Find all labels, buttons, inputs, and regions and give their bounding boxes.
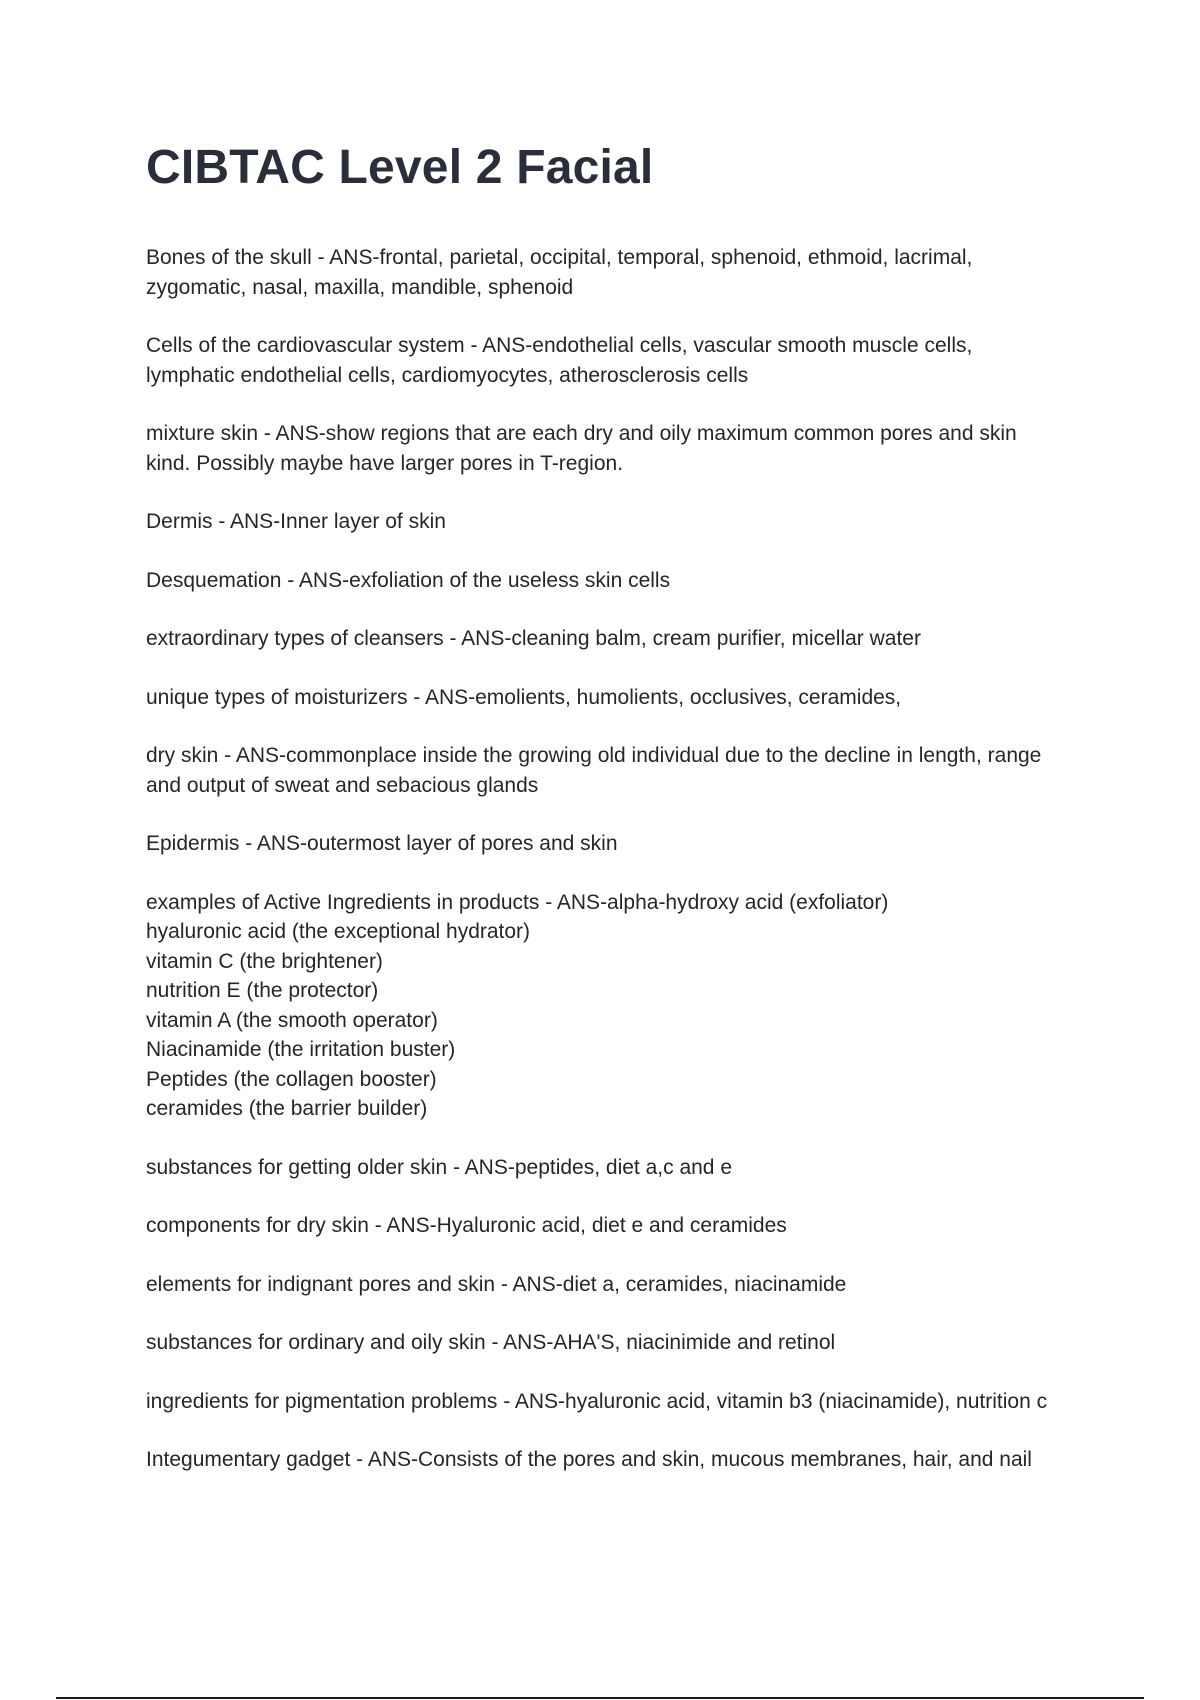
- flashcard-entry: ingredients for pigmentation problems - ANS-hyaluronic acid, vitamin b3 (niacinamide), nutrition c: [146, 1389, 1048, 1413]
- flashcard-entry: examples of Active Ingredients in products - ANS-alpha-hydroxy acid (exfoliator) hyaluronic acid (the exceptional hydrator) vitamin C (the brightener) nutrition E (the protector) vitamin A (the smooth operator) Niacinamide (the irritation buster) Peptides (the collagen booster) ceramides (the barrier builder): [146, 890, 889, 1120]
- flashcard-entry: dry skin - ANS-commonplace inside the growing old individual due to the decline in length, range and output of sweat and sebacious glands: [146, 744, 1042, 797]
- flashcard-entry: Integumentary gadget - ANS-Consists of the pores and skin, mucous membranes, hair, and nail: [146, 1448, 1032, 1471]
- flashcard-entry: Epidermis - ANS-outermost layer of pores and skin: [146, 832, 618, 855]
- flashcard-list: [146, 243, 1066, 1504]
- flashcard-entry: Desquemation - ANS-exfoliation of the useless skin cells: [146, 568, 671, 592]
- flashcard-entry: elements for indignant pores and skin - ANS-diet a, ceramides, niacinamide: [146, 1272, 847, 1296]
- flashcard-entry: Dermis - ANS-Inner layer of skin: [146, 510, 446, 533]
- flashcard-entry: mixture skin - ANS-show regions that are each dry and oily maximum common pores and skin kind. Possibly maybe have larger pores in T-region.: [146, 422, 1017, 475]
- flashcard-entry: Bones of the skull - ANS-frontal, parietal, occipital, temporal, sphenoid, ethmoid, lacrimal, zygomatic, nasal, maxilla, mandible, sphenoid: [146, 246, 973, 299]
- footer-divider: [56, 1697, 1144, 1699]
- page-title: CIBTAC Level 2 Facial: [146, 141, 654, 194]
- flashcard-entry: unique types of moisturizers - ANS-emolients, humolients, occlusives, ceramides,: [146, 685, 902, 709]
- flashcard-entry: substances for getting older skin - ANS-peptides, diet a,c and e: [146, 1155, 733, 1179]
- flashcard-entry: components for dry skin - ANS-Hyaluronic acid, diet e and ceramides: [146, 1214, 787, 1237]
- flashcard-entry: substances for ordinary and oily skin - ANS-AHA'S, niacinimide and retinol: [146, 1331, 836, 1354]
- flashcard-entry: Cells of the cardiovascular system - ANS-endothelial cells, vascular smooth muscle cells, lymphatic endothelial cells, cardiomyocytes, atherosclerosis cells: [146, 334, 973, 387]
- flashcard-entry: extraordinary types of cleansers - ANS-cleaning balm, cream purifier, micellar water: [146, 627, 921, 650]
